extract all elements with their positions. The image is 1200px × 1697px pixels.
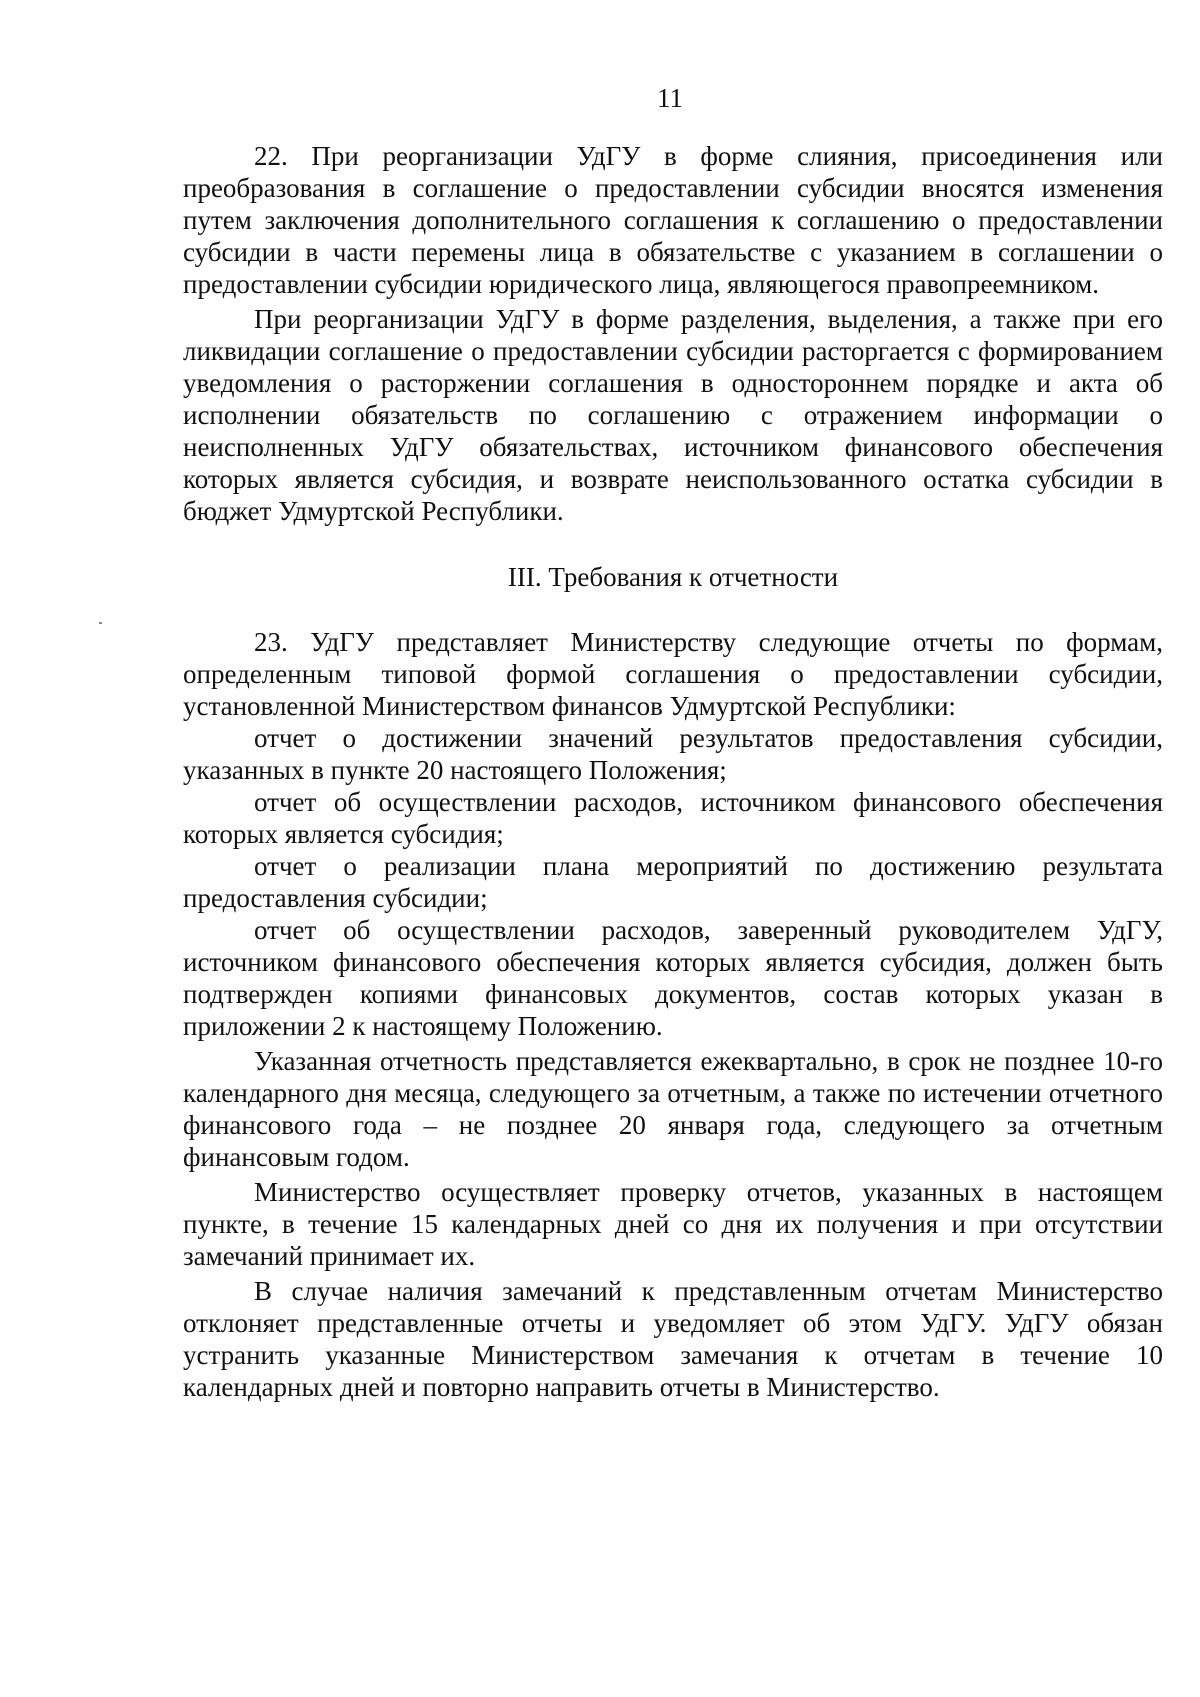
paragraph-22: 22. При реорганизации УдГУ в форме слияния, присоединения или преобразования в соглашение о предоставлении субсидии вносятся изменения путем заключения дополнительного соглашения к соглашению о предоставлении субсидии в части перемены лица в обязательстве с указанием в соглашении о предоставлении субсидии юридического лица, являющегося правопреемником. [183, 141, 1163, 299]
page-number: 11 [657, 83, 683, 113]
paragraph-reorganization-liquidation: При реорганизации УдГУ в форме разделения, выделения, а также при его ликвидации соглашение о предоставлении субсидии расторгается с формированием уведомления о расторжении соглашения в одностороннем порядке и акта об исполнении обязательств по соглашению с отражением информации о неисполненных УдГУ обязательствах, источником финансового обеспечения которых является субсидия, и возврате неиспользованного остатка субсидии в бюджет Удмуртской Республики. [183, 304, 1163, 526]
document-body [183, 140, 1163, 1403]
report-item-certified-expenses: отчет об осуществлении расходов, заверенный руководителем УдГУ, источником финансового обеспечения которых является субсидия, должен быть подтвержден копиями финансовых документов, состав которых указан в приложении 2 к настоящему Положению. [183, 915, 1163, 1041]
section-heading: III. Требования к отчетности [507, 562, 839, 592]
paragraph-remarks: В случае наличия замечаний к представленным отчетам Министерство отклоняет представленные отчеты и уведомляет об этом УдГУ. УдГУ обязан устранить указанные Министерством замечания к отчетам в течение 10 календарных дней и повторно направить отчеты в Министерство. [183, 1276, 1163, 1402]
report-item-plan: отчет о реализации плана мероприятий по достижению результата предоставления субсидии; [183, 851, 1163, 913]
paragraph-23: 23. УдГУ представляет Министерству следующие отчеты по формам, определенным типовой формой соглашения о предоставлении субсидии, установленной Министерством финансов Удмуртской Республики: [183, 627, 1163, 721]
paragraph-ministry-review: Министерство осуществляет проверку отчетов, указанных в настоящем пункте, в течение 15 календарных дней со дня их получения и при отсутствии замечаний принимает их. [183, 1177, 1163, 1271]
paragraph-reporting-deadlines: Указанная отчетность представляется ежеквартально, в срок не позднее 10-го календарного дня месяца, следующего за отчетным, а также по истечении отчетного финансового года – не позднее 20 января года, следующего за отчетным финансовым годом. [183, 1046, 1163, 1172]
report-item-expenses: отчет об осуществлении расходов, источником финансового обеспечения которых является субсидия; [183, 787, 1163, 849]
scan-artifact-dot [99, 622, 102, 624]
report-item-results: отчет о достижении значений результатов предоставления субсидии, указанных в пункте 20 настоящего Положения; [183, 723, 1163, 785]
